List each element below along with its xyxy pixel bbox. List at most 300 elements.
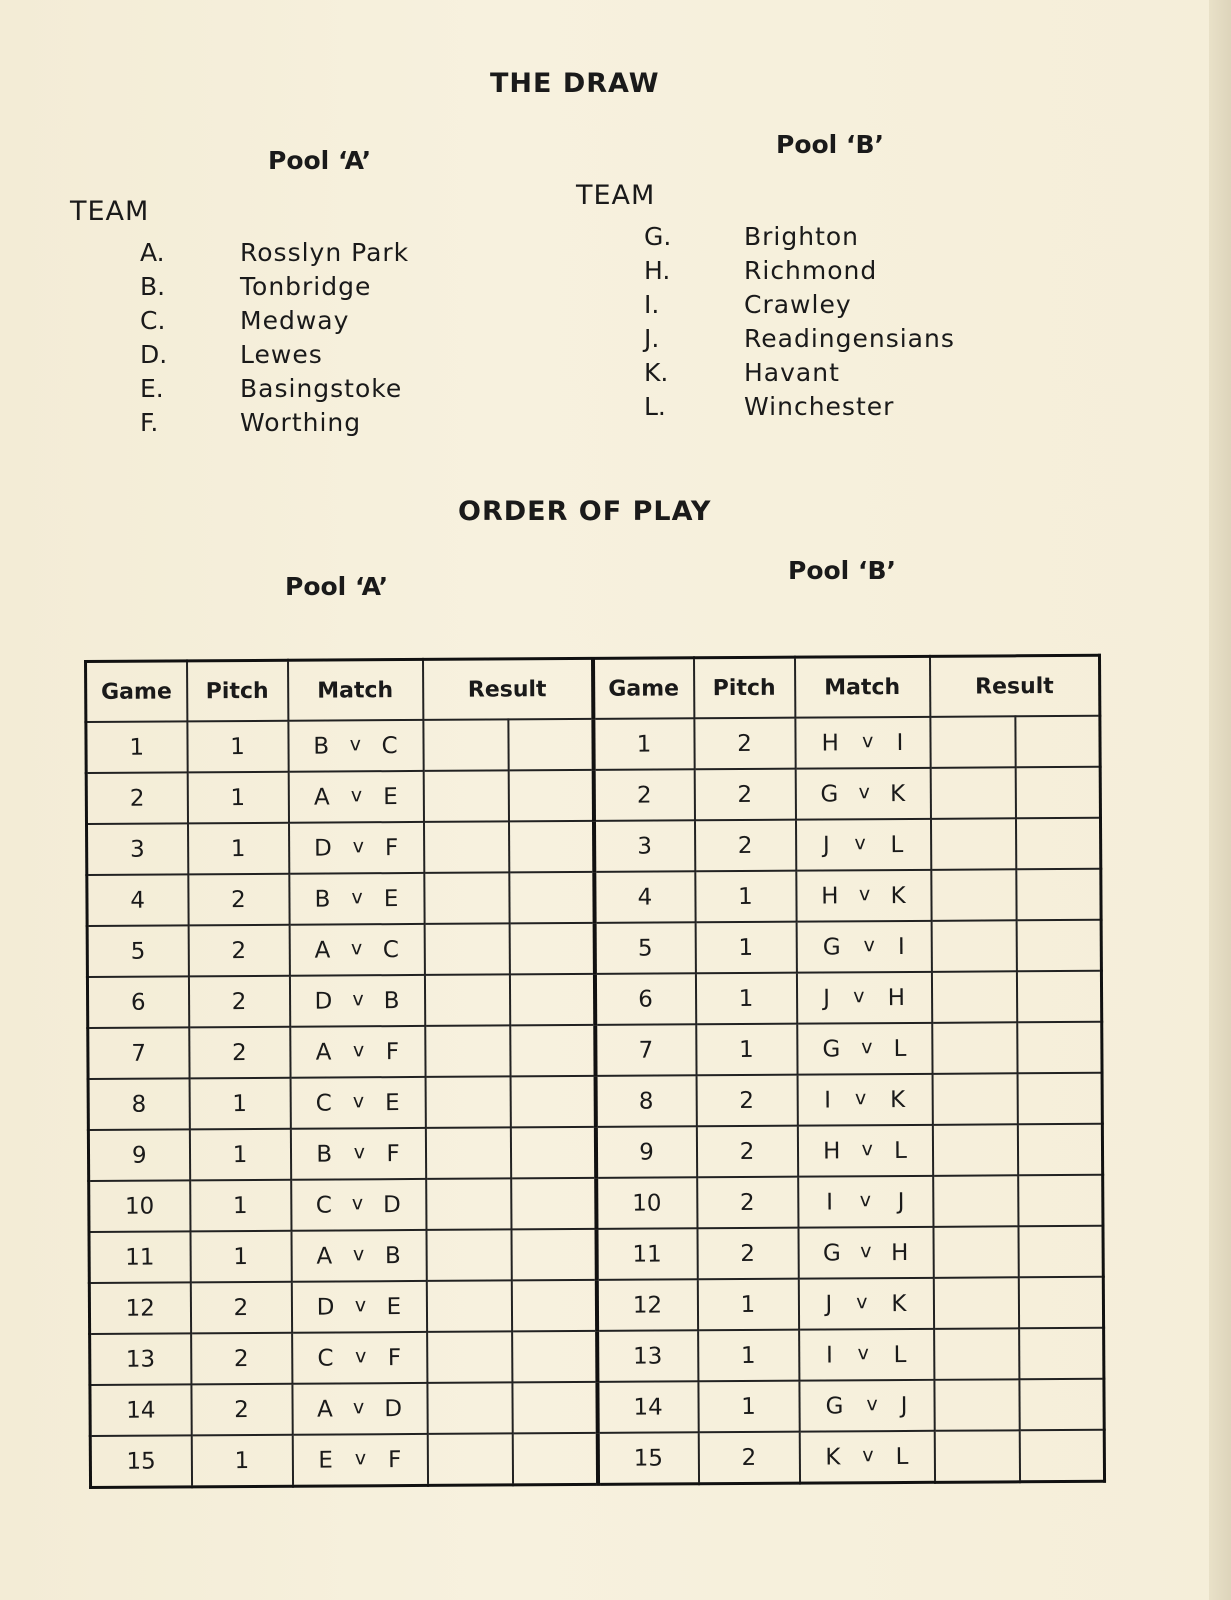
match-versus: v (858, 882, 871, 905)
match-away-team: E (383, 783, 398, 810)
pool-b-result-away (1015, 818, 1100, 870)
team-name: Crawley (744, 290, 852, 319)
pool-a-pitch: 2 (190, 1282, 291, 1334)
pool-a-game-number: 5 (87, 925, 188, 977)
team-letter: J. (644, 324, 660, 353)
match-home-team: H (821, 729, 840, 756)
pool-b-match (797, 1125, 932, 1177)
team-name: Basingstoke (240, 374, 403, 403)
pool-b-match (798, 1227, 933, 1279)
pool-b-result-away (1019, 1379, 1104, 1431)
pool-a-match (291, 1230, 426, 1282)
draw-pool-a-label: Pool ‘A’ (268, 146, 372, 175)
order-pool-a-label: Pool ‘A’ (285, 572, 389, 601)
match-home-team: G (820, 780, 839, 808)
pool-a-game-number: 14 (90, 1384, 191, 1436)
team-name: Rosslyn Park (240, 238, 410, 267)
header-game-b: Game (592, 658, 693, 719)
match-home-team: G (822, 1035, 841, 1062)
pool-a-game-number: 12 (89, 1282, 190, 1334)
match-versus: v (862, 1443, 874, 1466)
pool-a-result-home (425, 1127, 510, 1179)
pool-b-match (798, 1176, 933, 1228)
table-row (90, 1379, 1104, 1436)
table-row (88, 1124, 1102, 1181)
match-home-team: J (825, 1290, 833, 1317)
match-versus: v (352, 834, 365, 857)
order-pool-b-label: Pool ‘B’ (788, 556, 896, 585)
pool-b-match (797, 1023, 932, 1075)
match-home-team: B (313, 733, 330, 760)
pool-a-result-home (426, 1280, 511, 1332)
pool-b-result-away (1016, 971, 1101, 1023)
match-versus: v (352, 987, 364, 1010)
pool-b-result-away (1016, 869, 1101, 921)
pool-b-match (796, 972, 931, 1024)
pool-b-result-away (1017, 1124, 1102, 1176)
pool-b-pitch: 2 (698, 1432, 799, 1484)
pool-b-pitch: 1 (697, 1279, 798, 1331)
table-row (89, 1226, 1103, 1283)
team-letter: H. (644, 256, 671, 285)
team-row (644, 356, 955, 390)
match-away-team: E (386, 1293, 402, 1320)
pool-a-result-home (423, 821, 508, 873)
pool-b-match (799, 1431, 934, 1483)
pool-b-pitch: 2 (696, 1126, 797, 1178)
pool-b-result-home (933, 1277, 1018, 1329)
pool-b-game-number: 5 (594, 922, 695, 974)
match-versus: v (350, 783, 363, 806)
pool-a-result-away (511, 1229, 596, 1281)
team-letter: K. (644, 358, 669, 387)
match-away-team: L (895, 1443, 909, 1470)
pool-a-pitch: 1 (187, 772, 288, 824)
pool-b-result-away (1016, 920, 1101, 972)
match-home-team: D (316, 1293, 335, 1321)
match-home-team: G (822, 933, 841, 960)
header-match-b: Match (794, 656, 929, 717)
match-away-team: B (384, 1242, 401, 1269)
match-versus: v (352, 1038, 365, 1061)
match-away-team: I (896, 729, 904, 756)
match-away-team: H (890, 1239, 909, 1266)
pool-b-pitch: 1 (696, 1024, 797, 1076)
pool-a-result-home (424, 923, 509, 975)
match-home-team: A (316, 1242, 333, 1270)
match-versus: v (352, 1395, 365, 1418)
table-row (90, 1328, 1104, 1385)
pool-a-game-number: 13 (90, 1333, 191, 1385)
match-home-team: E (318, 1446, 334, 1474)
match-versus: v (862, 729, 874, 752)
pool-a-pitch: 1 (190, 1180, 291, 1232)
pool-b-match (798, 1278, 933, 1330)
match-versus: v (354, 1344, 367, 1367)
match-home-team: A (313, 784, 330, 811)
match-versus: v (349, 732, 362, 755)
pool-b-game-number: 2 (593, 769, 694, 821)
match-away-team: J (897, 1188, 905, 1215)
pool-a-result-away (509, 872, 594, 924)
pool-b-result-away (1018, 1175, 1103, 1227)
match-away-team: K (890, 882, 906, 909)
match-home-team: H (823, 1137, 841, 1164)
team-row (644, 288, 955, 322)
pool-b-game-number: 14 (597, 1381, 698, 1433)
pool-a-result-away (509, 923, 594, 975)
team-name: Brighton (744, 222, 860, 251)
page-edge (1209, 0, 1231, 1600)
order-of-play-table (84, 654, 1106, 1489)
match-away-team: L (890, 831, 904, 858)
pool-a-match (292, 1383, 427, 1435)
pool-b-result-home (932, 1073, 1017, 1125)
match-away-team: F (386, 1140, 400, 1167)
pool-b-result-home (930, 818, 1015, 870)
pool-b-match (797, 1074, 932, 1126)
team-row (140, 372, 409, 406)
pool-a-match (292, 1434, 427, 1486)
team-row (140, 304, 409, 338)
header-pitch-a: Pitch (187, 660, 288, 721)
header-match-a: Match (288, 659, 423, 720)
draw-title: THE DRAW (490, 68, 660, 99)
table-row (87, 920, 1101, 977)
match-home-team: C (315, 1191, 332, 1219)
table-row (87, 869, 1101, 926)
team-name: Readingensians (744, 324, 955, 353)
match-away-team: F (387, 1344, 402, 1371)
pool-a-result-away (512, 1331, 597, 1383)
team-name: Medway (240, 306, 350, 335)
pool-b-match (796, 870, 931, 922)
match-away-team: C (382, 936, 399, 963)
match-home-team: A (317, 1395, 333, 1423)
match-versus: v (854, 1086, 867, 1109)
pool-b-result-home (934, 1328, 1019, 1380)
match-home-team: G (825, 1392, 844, 1419)
pool-a-pitch: 2 (188, 925, 289, 977)
pool-b-result-away (1017, 1022, 1102, 1074)
header-result-a: Result (423, 658, 593, 720)
pool-b-match (796, 921, 931, 973)
pool-a-match (290, 1128, 425, 1180)
pool-a-game-number: 3 (87, 823, 188, 875)
match-home-team: A (314, 937, 331, 964)
match-versus: v (354, 1446, 367, 1469)
pool-b-team-list (644, 220, 955, 424)
team-row (644, 220, 955, 254)
table-row (89, 1277, 1103, 1334)
pool-b-game-number: 12 (596, 1279, 697, 1331)
pool-a-result-away (510, 1127, 595, 1179)
table-row (88, 1073, 1102, 1130)
pool-b-match (799, 1380, 934, 1432)
match-home-team: K (825, 1443, 841, 1470)
team-letter: C. (140, 306, 166, 335)
pool-a-game-number: 9 (88, 1129, 189, 1181)
pool-b-result-home (933, 1226, 1018, 1278)
pool-a-game-number: 7 (88, 1027, 189, 1079)
pool-b-result-home (932, 1124, 1017, 1176)
pool-b-result-home (930, 716, 1015, 768)
match-away-team: D (383, 1191, 401, 1218)
team-letter: I. (644, 290, 660, 319)
pool-a-pitch: 2 (191, 1384, 292, 1436)
match-versus: v (351, 1191, 364, 1214)
pool-a-match (288, 771, 423, 823)
pool-a-result-away (510, 1025, 595, 1077)
match-versus: v (353, 1140, 365, 1163)
draw-pool-b-label: Pool ‘B’ (776, 130, 884, 159)
match-away-team: E (383, 885, 399, 912)
pool-a-pitch: 2 (191, 1333, 292, 1385)
pool-b-result-home (931, 869, 1016, 921)
pool-a-pitch: 1 (189, 1129, 290, 1181)
pool-b-game-number: 8 (595, 1075, 696, 1127)
team-row (140, 270, 409, 304)
team-row (644, 390, 955, 424)
match-away-team: D (384, 1395, 403, 1422)
match-versus: v (350, 936, 363, 959)
team-letter: A. (140, 238, 165, 267)
match-home-team: D (314, 834, 332, 862)
pool-a-pitch: 2 (188, 874, 289, 926)
team-name: Richmond (744, 256, 878, 285)
pool-b-result-home (934, 1430, 1019, 1482)
pool-a-result-away (508, 821, 593, 873)
pool-b-game-number: 11 (596, 1228, 697, 1280)
pool-a-result-away (511, 1280, 596, 1332)
pool-a-result-away (509, 974, 594, 1026)
match-versus: v (859, 1188, 872, 1211)
pool-a-result-home (426, 1229, 511, 1281)
pool-b-result-home (930, 767, 1015, 819)
pool-a-match (289, 873, 424, 925)
pool-b-game-number: 1 (593, 718, 694, 770)
team-row (140, 406, 409, 440)
pool-b-pitch: 1 (698, 1330, 799, 1382)
match-home-team: D (314, 987, 333, 1015)
pool-a-game-number: 10 (89, 1180, 190, 1232)
pool-b-pitch: 2 (697, 1228, 798, 1280)
pool-a-result-away (510, 1076, 595, 1128)
pool-a-pitch: 2 (188, 976, 289, 1028)
pool-b-result-home (931, 920, 1016, 972)
match-away-team: C (381, 732, 398, 759)
pool-a-game-number: 8 (88, 1078, 189, 1130)
header-result-b: Result (929, 655, 1099, 717)
pool-b-game-number: 4 (594, 871, 695, 923)
pool-b-match (795, 819, 930, 871)
match-away-team: F (385, 1038, 400, 1065)
table-row (86, 767, 1100, 824)
pool-b-pitch: 1 (695, 973, 796, 1025)
pool-a-result-home (425, 1025, 510, 1077)
pool-b-pitch: 2 (697, 1177, 798, 1229)
pool-b-result-home (934, 1379, 1019, 1431)
match-versus: v (854, 831, 866, 854)
table-row (87, 818, 1101, 875)
pool-a-result-away (511, 1178, 596, 1230)
pool-a-game-number: 15 (90, 1435, 191, 1487)
pool-a-match (291, 1281, 426, 1333)
match-versus: v (860, 1239, 872, 1262)
match-away-team: L (893, 1341, 907, 1368)
pool-a-game-number: 1 (86, 721, 187, 773)
match-versus: v (856, 1290, 868, 1313)
match-away-team: K (891, 1290, 907, 1317)
pool-a-result-home (427, 1382, 512, 1434)
match-versus: v (861, 1137, 873, 1160)
team-letter: D. (140, 340, 168, 369)
match-away-team: E (385, 1089, 400, 1116)
match-versus: v (858, 780, 870, 803)
match-home-team: J (823, 984, 831, 1011)
match-away-team: L (893, 1035, 907, 1062)
table-row (90, 1430, 1104, 1488)
pool-b-match (795, 717, 930, 769)
pool-b-result-away (1017, 1073, 1102, 1125)
pool-a-match (289, 924, 424, 976)
pool-b-result-away (1019, 1430, 1104, 1482)
match-home-team: C (317, 1344, 334, 1372)
pool-a-result-home (424, 974, 509, 1026)
pool-b-team-heading: TEAM (576, 180, 656, 211)
header-pitch-b: Pitch (693, 657, 794, 718)
pool-b-pitch: 2 (694, 820, 795, 872)
pool-a-game-number: 4 (87, 874, 188, 926)
pool-a-pitch: 2 (189, 1027, 290, 1079)
pool-b-game-number: 3 (593, 820, 694, 872)
pool-a-match (288, 720, 423, 772)
pool-b-result-away (1019, 1328, 1104, 1380)
pool-b-match (795, 768, 930, 820)
team-name: Winchester (744, 392, 895, 421)
pool-a-result-home (423, 770, 508, 822)
team-row (644, 254, 955, 288)
table-row (88, 1022, 1102, 1079)
pool-a-match (291, 1179, 426, 1231)
match-home-team: I (824, 1086, 832, 1113)
pool-b-game-number: 6 (594, 973, 695, 1025)
match-home-team: A (315, 1038, 332, 1066)
pool-b-result-home (932, 1022, 1017, 1074)
match-versus: v (853, 984, 865, 1007)
pool-b-pitch: 2 (696, 1075, 797, 1127)
pool-a-match (290, 1077, 425, 1129)
pool-b-pitch: 1 (698, 1381, 799, 1433)
team-name: Lewes (240, 340, 323, 369)
match-versus: v (352, 1242, 365, 1265)
pool-a-pitch: 1 (189, 1078, 290, 1130)
pool-a-result-away (512, 1382, 597, 1434)
pool-a-game-number: 11 (89, 1231, 190, 1283)
pool-b-game-number: 15 (597, 1432, 698, 1484)
match-away-team: J (900, 1392, 908, 1419)
pool-b-match (799, 1329, 934, 1381)
match-versus: v (354, 1293, 367, 1316)
pool-b-game-number: 7 (595, 1024, 696, 1076)
match-versus: v (857, 1341, 869, 1364)
match-away-team: B (383, 987, 400, 1014)
team-name: Tonbridge (240, 272, 372, 301)
pool-b-result-away (1015, 767, 1100, 819)
pool-a-result-home (423, 719, 508, 771)
pool-b-pitch: 2 (694, 718, 795, 770)
pool-b-pitch: 1 (695, 871, 796, 923)
pool-a-team-list (140, 236, 409, 440)
team-row (140, 236, 409, 270)
pool-b-pitch: 1 (695, 922, 796, 974)
match-versus: v (861, 1035, 873, 1058)
team-letter: B. (140, 272, 166, 301)
match-away-team: F (388, 1446, 402, 1473)
pool-a-match (289, 975, 424, 1027)
team-name: Havant (744, 358, 840, 387)
pool-a-game-number: 2 (86, 772, 187, 824)
pool-a-result-home (424, 872, 509, 924)
header-game-a: Game (86, 661, 187, 722)
pool-a-pitch: 1 (190, 1231, 291, 1283)
match-away-team: K (889, 780, 906, 807)
match-home-team: B (314, 886, 331, 913)
pool-a-match (292, 1332, 427, 1384)
pool-b-pitch: 2 (694, 769, 795, 821)
table-row (87, 971, 1101, 1028)
match-versus: v (351, 885, 363, 908)
pool-b-game-number: 13 (597, 1330, 698, 1382)
pool-a-pitch: 1 (187, 823, 288, 875)
team-name: Worthing (240, 408, 362, 437)
pool-a-result-away (512, 1433, 597, 1485)
match-home-team: J (822, 831, 830, 858)
team-letter: E. (140, 374, 164, 403)
pool-a-result-away (508, 719, 593, 771)
match-away-team: K (890, 1086, 906, 1113)
table-header-row (86, 655, 1100, 722)
pool-a-result-home (426, 1178, 511, 1230)
pool-a-pitch: 1 (187, 721, 288, 773)
team-letter: L. (644, 392, 666, 421)
match-home-team: H (821, 882, 839, 910)
pool-b-result-home (933, 1175, 1018, 1227)
match-versus: v (863, 933, 875, 956)
match-home-team: C (315, 1089, 332, 1117)
match-home-team: I (826, 1341, 833, 1368)
team-letter: G. (644, 222, 672, 251)
pool-b-result-away (1015, 716, 1100, 768)
pool-a-result-home (427, 1433, 512, 1485)
pool-b-result-home (931, 971, 1016, 1023)
match-home-team: B (316, 1140, 333, 1168)
pool-b-game-number: 10 (596, 1177, 697, 1229)
pool-a-match (290, 1026, 425, 1078)
match-away-team: I (897, 933, 905, 960)
pool-a-result-away (508, 770, 593, 822)
pool-a-game-number: 6 (87, 976, 188, 1028)
order-of-play-title: ORDER OF PLAY (458, 496, 712, 527)
table-row (86, 716, 1100, 773)
pool-a-pitch: 1 (191, 1435, 292, 1487)
match-versus: v (352, 1089, 365, 1112)
pool-b-game-number: 9 (595, 1126, 696, 1178)
team-row (644, 322, 955, 356)
team-row (140, 338, 409, 372)
pool-a-match (288, 822, 423, 874)
match-away-team: L (893, 1137, 907, 1164)
